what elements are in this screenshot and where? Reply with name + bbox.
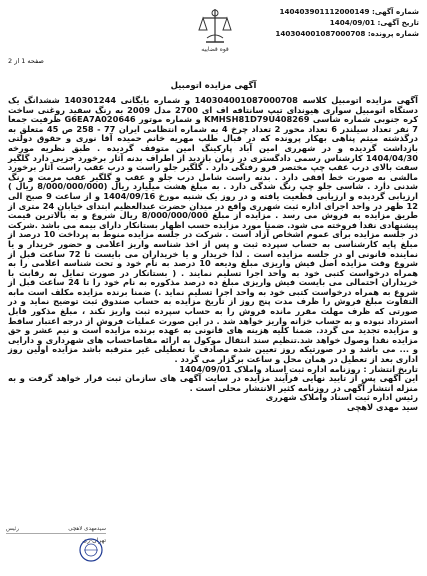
stamp-icon [78,537,104,563]
issue-line: تاریخ انتشار : روزنامه اداره ثبت اسناد واملاک 1404/09/01 [179,363,418,374]
closing-note: این آگهی پس از تایید نهایی فرآیند مزایده در سایت آگهی های سازمان ثبت قرار خواهد گرفت و به منزله انتشار آگهی در روزنامه کثیر الانتشار محلی است . [8,373,418,393]
footer-title: رئیس [6,526,19,532]
notice-date: تاریخ آگهی: 1404/09/01 [329,18,419,27]
signature-role: رئیس اداره ثبت اسناد واملاک شهرری [265,392,418,403]
page-title: آگهی مزایده اتومبیل [170,81,257,91]
notice-header [269,6,419,39]
page-number: صفحه 1 از 2 [8,57,44,65]
emblem-caption: قوه قضاییه [201,46,229,53]
emblem-icon [198,6,232,46]
footer-signer: سیدمهدی لاهچی [68,526,106,532]
case-number: شماره پرونده: 140304001087000708 [275,29,419,38]
judiciary-emblem [183,6,247,64]
footer-org: تهران-ری [82,537,106,544]
notice-body [8,96,418,413]
notice-number: شماره آگهی: 140403901112000149 [279,7,419,16]
body-paragraph: آگهی مزایده اتومبیل کلاسه 140304001087000708 و شماره بایگانی 140301244 ششدانگ یک دستگاه اتومبیل سواری هیوندای تیپ سانتافه اف ای 2700 مدل 2009 به رنگ سفید روغنی ساخت کره جنوبی شماره شاسی KMHSH81D79U408269 و شماره موتور G6EA7A020646 ظرفیت جمعا 7 نفر تعداد سیلندر 6 تعداد محور 2 تعداد چرخ 4 به شماره انتظامی ایران 77 - 258 ص 45 متعلق به درگذشته میثم پناهی بهکار پرونده که در قبال طلب مهریه خانم حمیده آقا نوری و حقوق دولتی بازداشت گردیده و در شهرری امین آباد پارکینگ امین متوقف گردیده . طبق نظریه مورخه 1404/04/30 کارشناس رسمی دادگستری در زمان بازدید از اطراف بدنه آثار برخورد جزیی دارد گلگیر سفت بالای درب عقب چپ مختصر فرو رفتگی دارد . گلگیر جلو راست و درب عقب راست آثار برخورد مالشی به صورت خط افقی دارد . بدنه راست شامل درب جلو و عقب و گلگیر عقب مرمت و رنگ شدنی دارد . شاسی جلو چپ رنگ شدگی دارد . به مبلغ هشت میلیارد ریال (8/000/000/000 ریال ) ارزیابی گردیده و ارزیابی قطعیت یافته و در روز یک شنبه مورخ 1404/09/16 و از ساعت 9 صبح الی 12 ظهر در واحد اجرای اداره ثبت شهرری واقع در میدان حضرت عبدالعظیم ابتدای خیابان 24 متری از طریق مزایده به فروش می رسد . مزایده از مبلغ 8/000/000/000 ریال شروع و به بالاترین قیمت پیشنهادی نقدا فروخته می شود. ضمنا مورد مزایده حسب اظهار بستانکار دارای بیمه می باشد .شرکت در جلسه مزایده برای عموم اشخاص آزاد است . شرکت در جلسه مزایده منوط به پرداخت 10 درصد از مبلغ پایه کارشناسی به حساب سپرده ثبت و پس از اخذ شناسه واریز اعلامی و حضور خریدار و یا نماینده قانونی او در جلسه مزایده است . لذا خریدار و یا خریداران می بایست تا 72 ساعت قبل از شروع وقت مزایده اصل فیش واریزی مبلغ ودیعه 10 درصد به نام خود و تحت شناسه اعلامی را به همراه درخواست کتبی خود به واحد اجرا تسلیم نمایند . ( بستانکار در صورت تمایل به رقابت با خریداران احتمالی می بایست فیش واریزی مبلغ ده درصد مذکوره به نام خود را تا 24 ساعت قبل از شروع به همراه درخواست کتبی خود به واحد اجرا تسلیم نماید .) ضمنا برنده مزایده مکلف است مابه التفاوت مبلغ فروش را ظرف مدت پنج روز از تاریخ مزایده به حساب صندوق ثبت توضیح نماید و در صورتی که ظرف مهلت مقرر مانده فروش را به حساب سپرده ثبت واریز نکند ، مبلغ مذکور قابل استرداد نبوده و به حساب خزانه واریز خواهد شد . در این صورت عملیات فروش از درجه اعتبار ساقط و مزایده تجدید می گردد. ضمنا کلیه هزینه های قانونی به عهده برنده مزایده است و نیم عشر و حق مزایده نقدا وصول خواهد شد.تنظیم سند انتقال موکول به ارائه مفاصاحساب های شهرداری و دارایی و ... می باشد و در صورتیکه روز تعیین شده مصادف با تعطیلی غیر مترقبه باشد مزایده اولین روز اداری بعد از تعطیل در همان محل و ساعت برگزار می گردد . [8,95,418,365]
footer-row [6,526,106,534]
signature-name: سید مهدی لاهچی [346,402,418,412]
